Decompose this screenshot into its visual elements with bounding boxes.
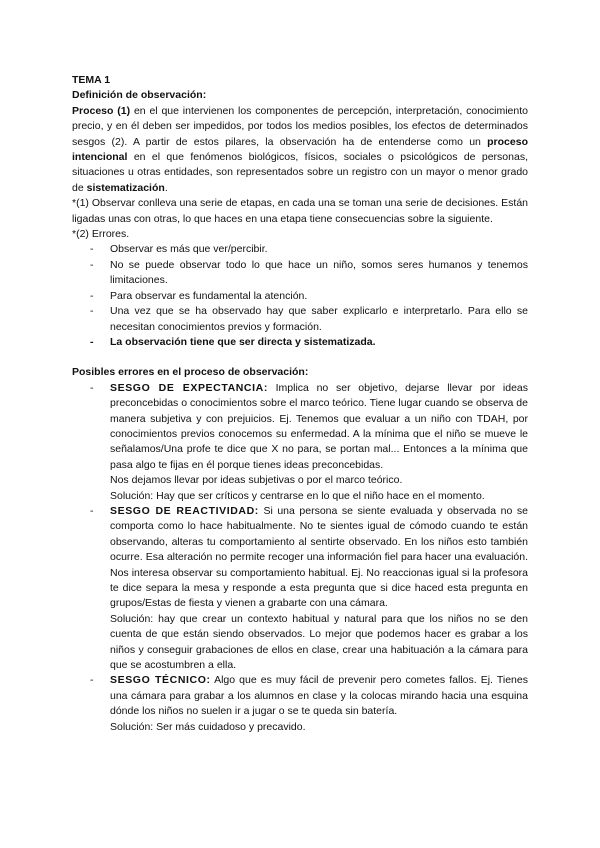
sistematizacion-bold: sistematización <box>86 181 165 194</box>
bias-solution: Solución: hay que crear un contexto habitual y natural para que los niños no se den cuenta de que están siendo observados. Lo mejor que podemos hacer es grabar a los niños y conseguir grabaciones de ellos en clase, crear una habituación a la cámara para que se acostumbren a ella. <box>110 612 528 672</box>
document-page <box>72 73 528 735</box>
bias-item-expectancia <box>72 381 528 504</box>
bias-title: SESGO DE REACTIVIDAD: <box>110 504 259 517</box>
bias-title: SESGO DE EXPECTANCIA: <box>110 381 268 394</box>
bias-solution: Solución: Hay que ser críticos y centrarse en lo que el niño hace en el momento. <box>110 489 485 502</box>
definition-text-1: en el que intervienen los componentes de percepción, interpretación, conocimiento precio, y en él deben ser impedidos, por todos los medios posibles, los efectos de determinados sesgos (2). A partir de estos pilares, la observación ha de entenderse como un <box>72 104 528 148</box>
definition-text-2: en el que fenómenos biológicos, físicos, sociales o psicológicos de personas, situaciones u otras entidades, son representados sobre un registro con un mayor o menor grado de <box>72 151 528 194</box>
bias-item-tecnico <box>72 673 528 735</box>
bias-extra: Nos dejamos llevar por ideas subjetivas o por el marco teórico. <box>110 474 403 487</box>
list-item: - Una vez que se ha observado hay que saber explicarlo e interpretarlo. Para ello se necesitan conocimientos previos y formación. <box>72 304 528 335</box>
note-2: *(2) Errores. <box>72 228 130 241</box>
list-item: - Para observar es fundamental la atención. <box>72 289 528 304</box>
biases-list <box>72 381 528 735</box>
proceso-bold: Proceso (1) <box>72 104 131 117</box>
bias-text: Si una persona se siente evaluada y observada no se comporta como lo hace habitualmente. No te sientes igual de cómodo cuando te están observando, alteras tu comportamiento al sentirte observado. En los niños esto también ocurre. Esa alteración no permite recoger una información fiel para hacer una evaluación. Nos interesa observar su comportamiento habitual. Ej. No reaccionas igual si la profesora te dice separa la mesa y responde a esta pregunta que si dice haced esta pregunta en grupos/Estas de fiesta y vienen a grabarte con una cámara. <box>110 504 528 610</box>
proceso-intencional-bold: proceso intencional <box>72 135 528 164</box>
bias-item-reactividad <box>72 504 528 673</box>
errors-list <box>72 242 528 350</box>
possible-errors-title: Posibles errores en el proceso de observación: <box>72 366 309 379</box>
definition-text-3: . <box>164 181 168 194</box>
definition-title: Definición de observación: <box>72 89 207 102</box>
list-item-bold: - La observación tiene que ser directa y sistematizada. <box>72 335 528 350</box>
list-item: - No se puede observar todo lo que hace un niño, somos seres humanos y tenemos limitaciones. <box>72 258 528 289</box>
definition-paragraph <box>72 104 528 196</box>
spacer <box>72 350 528 365</box>
bias-title: SESGO TÉCNICO: <box>110 674 211 687</box>
bias-text: Implica no ser objetivo, dejarse llevar por ideas preconcebidas o conocimientos sobre el marco teórico. Tiene lugar cuando se observa de manera subjetiva y con prejuicios. Ej. Tenemos que evaluar a un niño con TDAH, por conocimientos previos conocemos su enfermedad. A la mínima que el niño se mueve le señalamos/Una profe te dice que X no para, se portan mal... Entonces a la mínima que pasa algo te fijas en él porque tienes ideas preconcebidas. <box>110 381 528 471</box>
list-item: - Observar es más que ver/percibir. <box>72 242 528 257</box>
note-1: *(1) Observar conlleva una serie de etapas, en cada una se toman una serie de decisiones. Están ligadas unas con otras, lo que haces en una etapa tiene consecuencias sobre la siguiente. <box>72 197 528 225</box>
document-heading: TEMA 1 <box>72 74 111 86</box>
bias-solution: Solución: Ser más cuidadoso y precavido. <box>110 720 306 733</box>
bias-text: Algo que es muy fácil de prevenir pero cometes fallos. Ej. Tienes una cámara para grabar a los alumnos en clase y la colocas mirando hacia una esquina dónde los niños no suelen ir a jugar o se te queda sin batería. <box>110 674 528 718</box>
